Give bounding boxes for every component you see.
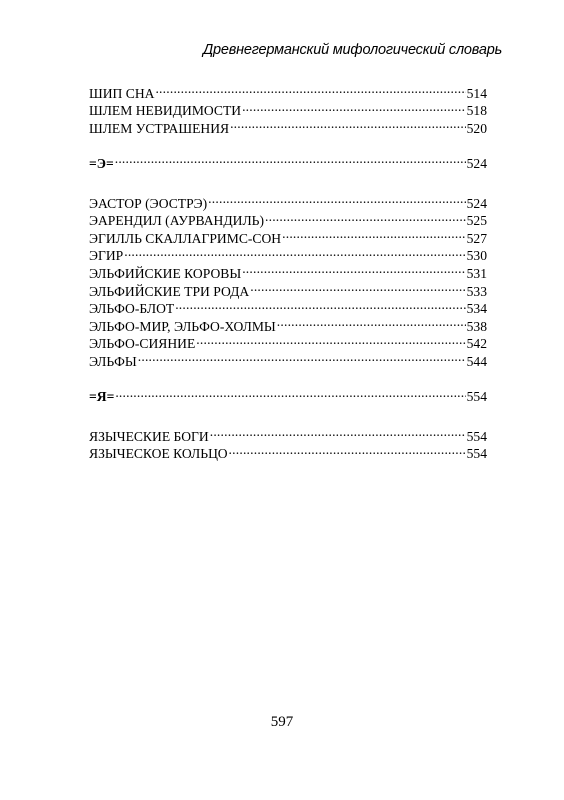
dot-leader [115, 384, 465, 402]
toc-entry-title: ЭЛЬФЫ [89, 353, 137, 369]
toc-entry-page: 531 [466, 265, 487, 281]
toc-entry-page: 514 [466, 85, 487, 101]
dot-leader [229, 441, 466, 459]
toc-entry-page: 518 [466, 103, 487, 119]
toc-entry [89, 80, 487, 101]
toc-entry [89, 243, 487, 264]
dot-leader [196, 331, 465, 349]
toc-entry [89, 260, 487, 281]
toc-entry [89, 190, 487, 211]
toc-section-heading [89, 150, 487, 171]
toc-entry-page: 533 [466, 283, 487, 299]
toc-entry-title: ЭЛЬФО-СИЯНИЕ [89, 336, 196, 352]
toc-entry-title: ЭЛЬФО-БЛОТ [89, 301, 175, 317]
toc-entry [89, 348, 487, 369]
toc-entry-page: 524 [466, 155, 487, 171]
dot-leader [155, 80, 465, 98]
toc-entry-title: ШИП СНА [89, 85, 155, 101]
toc-entry-title: ЭЛЬФИЙСКИЕ ТРИ РОДА [89, 283, 250, 299]
blank-line [89, 366, 487, 384]
toc-entry-title: ЭАСТОР (ЭОСТРЭ) [89, 195, 208, 211]
toc-entry-page: 544 [466, 353, 487, 369]
toc-entry-title: ЭГИР [89, 248, 124, 264]
running-header: Древнегерманский мифологический словарь [203, 42, 502, 58]
page-number: 597 [270, 714, 294, 730]
toc-entry-page: 554 [466, 428, 487, 444]
dot-leader [277, 313, 466, 331]
dot-leader [208, 190, 465, 208]
dot-leader [242, 260, 465, 278]
toc-entry-page: 527 [466, 230, 487, 246]
dot-leader [210, 423, 466, 441]
dot-leader [124, 243, 465, 261]
dot-leader [242, 98, 466, 116]
dot-leader [265, 208, 466, 226]
toc-entry-title: ЭЛЬФО-МИР, ЭЛЬФО-ХОЛМЫ [89, 318, 276, 334]
toc-entry-page: 534 [466, 301, 487, 317]
toc-entry-title: ШЛЕМ НЕВИДИМОСТИ [89, 103, 242, 119]
toc-entry-page: 542 [466, 336, 487, 352]
toc-entry-title: ЯЗЫЧЕСКОЕ КОЛЬЦО [89, 446, 228, 462]
section-letter: =Э= [89, 155, 114, 171]
toc-entry [89, 423, 487, 444]
toc-section-heading [89, 384, 487, 405]
toc-entry-page: 520 [466, 120, 487, 136]
blank-line [89, 401, 487, 423]
toc-entry-title: ЭАРЕНДИЛ (АУРВАНДИЛЬ) [89, 213, 264, 229]
dot-leader [115, 150, 466, 168]
dot-leader [250, 278, 465, 296]
toc-entry-page: 538 [466, 318, 487, 334]
toc-entry-page: 554 [466, 389, 487, 405]
table-of-contents [89, 80, 487, 462]
toc-entry-page: 554 [466, 446, 487, 462]
dot-leader [175, 296, 465, 314]
toc-entry-title: ЭГИЛЛЬ СКАЛЛАГРИМС-СОН [89, 230, 282, 246]
toc-entry-title: ШЛЕМ УСТРАШЕНИЯ [89, 120, 230, 136]
dot-leader [230, 115, 466, 133]
toc-entry-page: 524 [466, 195, 487, 211]
dot-leader [282, 225, 465, 243]
toc-entry-title: ЯЗЫЧЕСКИЕ БОГИ [89, 428, 209, 444]
toc-entry-page: 525 [466, 213, 487, 229]
section-letter: =Я= [89, 389, 115, 405]
dot-leader [138, 348, 466, 366]
toc-entry-page: 530 [466, 248, 487, 264]
blank-line [89, 168, 487, 190]
toc-entry-title: ЭЛЬФИЙСКИЕ КОРОВЫ [89, 265, 242, 281]
